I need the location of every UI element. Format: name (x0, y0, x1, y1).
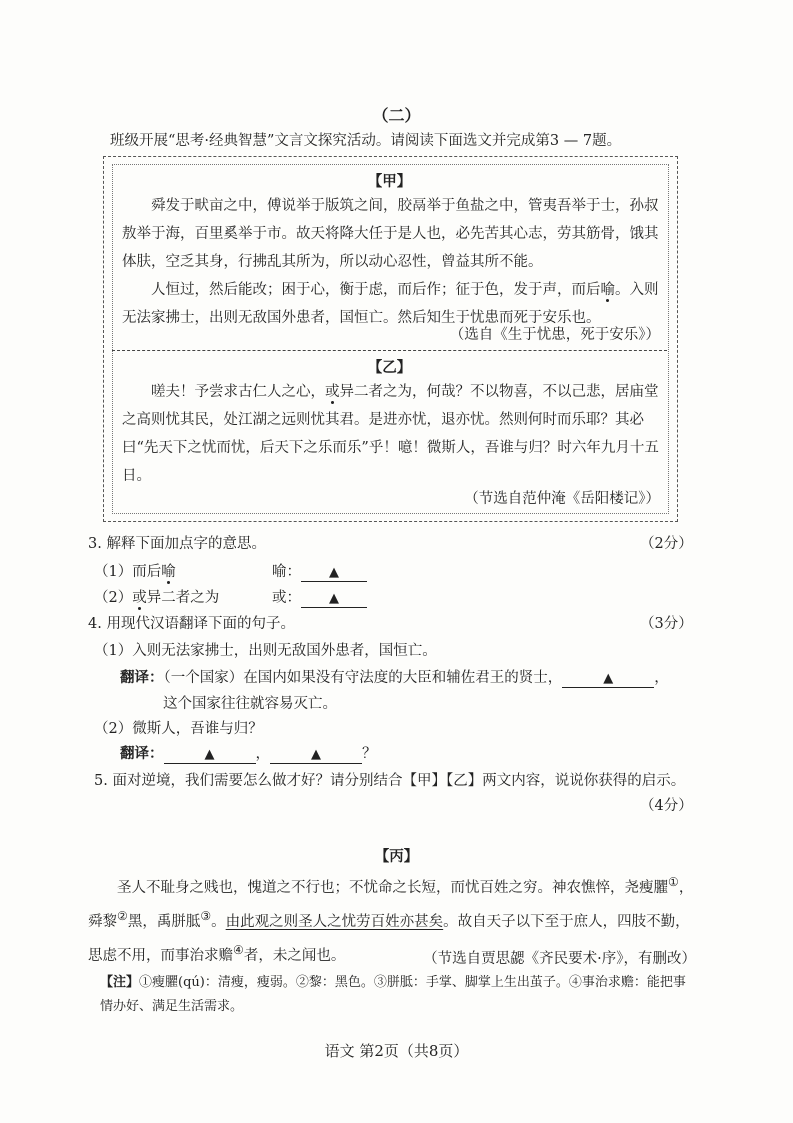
q3-stem: 3. 解释下面加点字的意思。 (88, 536, 266, 552)
yi-dotted-char: 或 (325, 384, 340, 400)
q3-item-2-suffix: 异二者之为 (146, 590, 220, 606)
bing-note-label: 【注】 (100, 975, 140, 990)
q4-translation-1-part-b: 这个国家往往就容易灭亡。 (163, 696, 337, 712)
jia-paragraph-2 (122, 276, 660, 332)
q3-answer-2-blank[interactable] (301, 589, 367, 608)
section-intro: 班级开展“思考·经典智慧”文言文探究活动。请阅读下面选文并完成第3 — 7题。 (110, 133, 622, 149)
bing-text-d: 。 (211, 913, 226, 930)
bing-text-c: 黑，禹胼胝 (127, 913, 201, 930)
bing-source: （节选自贾思勰《齐民要术·序》，有删改） (423, 951, 696, 967)
q5-score: （4分） (640, 798, 693, 814)
q3-answer-2-label: 或： (272, 590, 301, 606)
q4-translation-2-blank-1[interactable] (164, 745, 256, 764)
bing-underlined-sentence: 由此观之则圣人之忧劳百姓亦甚矣 (225, 913, 444, 930)
yi-p1-part-a: 嗟夫！予尝求古仁人之心， (151, 384, 325, 400)
blank-triangle-icon: ▲ (311, 747, 321, 762)
q5-stem: 5. 面对逆境，我们需要怎么做才好？请分别结合【甲】【乙】两文内容，说说你获得的启示。 (94, 773, 686, 789)
blank-triangle-icon: ▲ (329, 591, 339, 606)
blank-triangle-icon: ▲ (204, 747, 215, 762)
q3-item-2 (94, 589, 219, 607)
q4-translation-1 (120, 669, 690, 688)
q4-score: （3分） (640, 616, 693, 632)
jia-p2-part-b: 。入则无法家拂士，出则无敌国外患者，国恒亡。然后知生于忧患而死于安乐也。 (122, 282, 659, 326)
q4-sentence-2: （2）微斯人，吾谁与归？ (94, 721, 263, 737)
q4-translation-2-label: 翻译： (120, 745, 164, 762)
q4-translation-2-question-mark: ？ (362, 746, 377, 762)
yi-p1-part-b: 异二者之为，何哉？不以物喜，不以己悲，居庙堂之高则忧其民，处江湖之远则忧其君。是进亦忧，退亦忧。然则何时而乐耶？其必曰“先天下之忧而忧，后天下之乐而乐”乎！噫！微斯人，吾谁与归？时六年九月十五日。 (122, 384, 659, 484)
page-footer: 语文 第2页（共8页） (324, 1042, 469, 1060)
jia-title: 【甲】 (367, 173, 412, 190)
note-ref-3: ③ (200, 908, 212, 923)
yi-paragraph-1 (122, 378, 660, 490)
bing-text-a: 圣人不耻身之贱也，愧道之不行也；不忧命之长短，而忧百姓之穷。神农憔悴，尧瘦臞 (117, 879, 668, 896)
q4-translation-2 (120, 745, 377, 764)
bing-text-e: 。故自天子以下至于庶人，四肢不勤，思虑不用，而事治求赡 (88, 913, 690, 964)
note-ref-4: ④ (233, 942, 244, 957)
q4-translation-1-part-a: （一个国家）在国内如果没有守法度的大臣和辅佐君王的贤士， (163, 670, 563, 686)
bing-title: 【丙】 (374, 848, 419, 865)
q4-sentence-1: （1）入则无法家拂士，出则无敌国外患者，国恒亡。 (94, 643, 437, 659)
blank-triangle-icon: ▲ (603, 671, 614, 686)
yi-source: （节选自范仲淹《岳阳楼记》） (464, 491, 660, 507)
bing-text-b: ，舜黎 (88, 879, 694, 930)
q3-answer-1 (272, 563, 367, 582)
q3-item-2-dotted-char: 或 (132, 590, 147, 606)
q4-translation-1-label: 翻译： (120, 669, 164, 686)
jia-paragraph-1: 舜发于畎亩之中，傅说举于版筑之间，胶鬲举于鱼盐之中，管夷吾举于士，孙叔敖举于海，百里奚举于市。故天将降大任于是人也，必先苦其心志，劳其筋骨，饿其体肤，空乏其身，行拂乱其所为，所以动心忍性，曾益其所不能。 (122, 198, 659, 270)
q3-item-1-dotted-char: 喻 (161, 564, 176, 580)
q4-translation-1-comma: ， (654, 670, 669, 686)
q4-stem: 4. 用现代汉语翻译下面的句子。 (88, 616, 295, 632)
jia-passage (122, 192, 660, 332)
jia-source: （选自《生于忧患，死于安乐》） (449, 327, 660, 343)
q4-translation-2-comma: ， (255, 746, 270, 762)
blank-triangle-icon: ▲ (329, 565, 339, 580)
bing-note-text: ①瘦臞(qú)：清瘦，瘦弱。②黎：黑色。③胼胝：手掌、脚掌上生出茧子。④事治求赡：能把事情办好、满足生活需求。 (100, 975, 686, 1014)
q3-item-1-prefix: （1）而后 (94, 564, 162, 580)
passage-divider (112, 350, 667, 351)
q4-translation-2-blank-2[interactable] (270, 745, 362, 764)
jia-p2-part-a: 人恒过，然后能改；困于心，衡于虑，而后作；征于色，发于声，而后 (151, 282, 601, 298)
jia-dotted-char: 喻 (600, 282, 615, 298)
note-ref-2: ② (117, 908, 128, 923)
q3-answer-2 (272, 589, 367, 608)
bing-text-f: 者，未之闻也。 (243, 947, 346, 964)
section-title: （二） (372, 106, 421, 125)
yi-title: 【乙】 (367, 359, 412, 376)
q3-item-1 (94, 563, 176, 581)
bing-notes (100, 971, 696, 1019)
q4-translation-1-blank[interactable] (562, 669, 654, 688)
q3-answer-1-blank[interactable] (301, 563, 367, 582)
yi-passage (122, 378, 660, 490)
note-ref-1: ① (668, 875, 679, 889)
q3-answer-1-label: 喻： (272, 564, 301, 580)
q3-score: （2分） (640, 536, 693, 552)
q3-item-2-prefix: （2） (94, 590, 133, 606)
